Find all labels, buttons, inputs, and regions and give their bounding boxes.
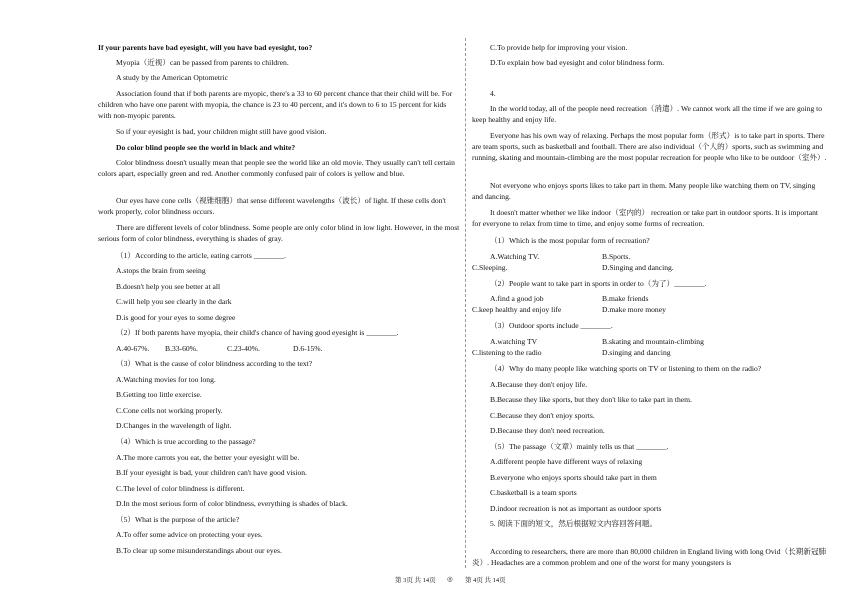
option: A.stops the brain from seeing (116, 266, 206, 275)
question-1: （1）Which is the most popular form of recreation? (490, 236, 650, 245)
option: C.23-40%. (227, 344, 260, 353)
heading-color-blind: Do color blind people see the world in black and white? (116, 143, 296, 152)
paragraph: Our eyes have cone cells（视锥细胞）that sense different wavelengths（波长）of light. If these cells don't work properly, color blindness occurs. (98, 196, 446, 216)
paragraph: Association found that if both parents are myopic, there's a 33 to 60 percent chance that their child will be. For children who have one parent with myopia, the chance is 23 to 40 percent, and it's down to 6 to 15 percent for kids with non-myopic parents. (98, 89, 453, 120)
option: A.Watching movies for too long. (116, 375, 216, 384)
paragraph: So if your eyesight is bad, your children might still have good vision. (116, 127, 327, 136)
paragraph: There are different levels of color blindness. Some people are only color blind in low light. However, in the most serious form of color blindness, everything is shades of gray. (98, 223, 460, 243)
option: A.watching TV (490, 337, 538, 346)
page-number-left: 第 3页 共 14页 (395, 577, 436, 584)
question-4: （4）Which is true according to the passage? (116, 437, 256, 446)
paragraph: Not everyone who enjoys sports likes to take part in them. Many people like watching them on TV, singing and dancing. (472, 181, 816, 201)
paragraph: Color blindness doesn't usually mean that people see the world like an old movie. They usually can't tell certain colors apart, especially green and red. Another commonly confused pair of colors is yellow and blue. (98, 158, 455, 178)
question-3: （3）What is the cause of color blindness according to the text? (116, 359, 313, 368)
option: B.everyone who enjoys sports should take part in them (490, 473, 657, 482)
option: D.In the most serious form of color blindness, everything is shades of black. (116, 499, 348, 508)
option: B.To clear up some misunderstandings about our eyes. (116, 546, 282, 555)
option: A.find a good job (490, 294, 544, 303)
section-number: 4. (490, 89, 496, 98)
option: C.Cone cells not working properly. (116, 406, 223, 415)
option: D.Singing and dancing. (602, 263, 674, 272)
option: C.Sleeping. (472, 263, 508, 272)
option: C.will help you see clearly in the dark (116, 297, 232, 306)
option: A.The more carrots you eat, the better your eyesight will be. (116, 453, 300, 462)
option: B.skating and mountain-climbing (602, 337, 704, 346)
option: C.listening to the radio (472, 348, 542, 357)
paragraph: Everyone has his own way of relaxing. Perhaps the most popular form（形式）is to take part in sports. There are team sports, such as basketball and football. There are also individual（个人的）sports, such as swimming and running, skating and mountain-climbing are the most popular recreation for people who like to be outdoor（室外）. (472, 131, 827, 162)
question-3: （3）Outdoor sports include ________. (490, 321, 613, 330)
option: B.If your eyesight is bad, your children can't have good vision. (116, 468, 307, 477)
option: D.Because they don't need recreation. (490, 426, 605, 435)
option: B.Sports. (602, 252, 631, 261)
option: C.keep healthy and enjoy life (472, 305, 562, 314)
option: D.indoor recreation is not as important as outdoor sports (490, 504, 662, 513)
option: D.singing and dancing (602, 348, 671, 357)
option: A.different people have different ways of relaxing (490, 457, 643, 466)
heading-eyesight: If your parents have bad eyesight, will you have bad eyesight, too? (98, 43, 313, 52)
option: B.33-60%. (165, 344, 198, 353)
option: D.is good for your eyes to some degree (116, 313, 236, 322)
option: D.To explain how bad eyesight and color blindness form. (490, 58, 665, 67)
paragraph: It doesn't matter whether we like indoor（室内的） recreation or take part in outdoor sports. It is important for everyone to relax from time to time, and enjoy some forms of recreation. (472, 208, 819, 228)
question-4: （4）Why do many people like watching sports on TV or listening to them on the radio? (490, 364, 762, 373)
section-5-instruction: 5. 阅读下面的短文，然后根据短文内容回答问题。 (490, 519, 658, 528)
question-1: （1）According to the article, eating carrots ________. (116, 251, 286, 260)
option: C.Because they don't enjoy sports. (490, 411, 595, 420)
page-number-right: 第 4页 共 14页 (465, 577, 506, 584)
column-divider (465, 38, 466, 568)
option: D.make more money (602, 305, 666, 314)
option: B.doesn't help you see better at all (116, 282, 221, 291)
option: B.Getting too little exercise. (116, 390, 202, 399)
paragraph: Myopia（近视）can be passed from parents to children. (116, 58, 289, 67)
option: A.Watching TV. (490, 252, 540, 261)
option: C.The level of color blindness is different. (116, 484, 245, 493)
option: D.Changes in the wavelength of light. (116, 421, 232, 430)
question-2: （2）People want to take part in sports in order to（为了）________. (490, 279, 707, 288)
paragraph: A study by the American Optometric (116, 73, 228, 82)
option: C.basketball is a team sports (490, 488, 577, 497)
option: A.Because they don't enjoy life. (490, 380, 588, 389)
option: C.To provide help for improving your vision. (490, 43, 628, 52)
option: A.40-67%. (116, 344, 150, 353)
option: A.To offer some advice on protecting your eyes. (116, 530, 263, 539)
question-5: （5）The passage（文章）mainly tells us that ________. (490, 442, 669, 451)
question-2: （2）If both parents have myopia, their child's chance of having good eyesight is ________. (116, 328, 399, 337)
circle-icon: ◎ (447, 576, 453, 583)
option: B.make friends (602, 294, 649, 303)
option: D.6-15%. (293, 344, 323, 353)
paragraph: In the world today, all of the people need recreation（消遣）. We cannot work all the time if we are going to keep healthy and enjoy life. (472, 104, 823, 124)
paragraph: According to researchers, there are more than 80,000 children in England living with long Ovid（长期新冠肺炎）. Headaches are a common problem and one of the worst for many youngsters is (472, 547, 827, 567)
option: B.Because they like sports, but they don't like to take part in them. (490, 395, 692, 404)
question-5: （5）What is the purpose of the article? (116, 515, 240, 524)
